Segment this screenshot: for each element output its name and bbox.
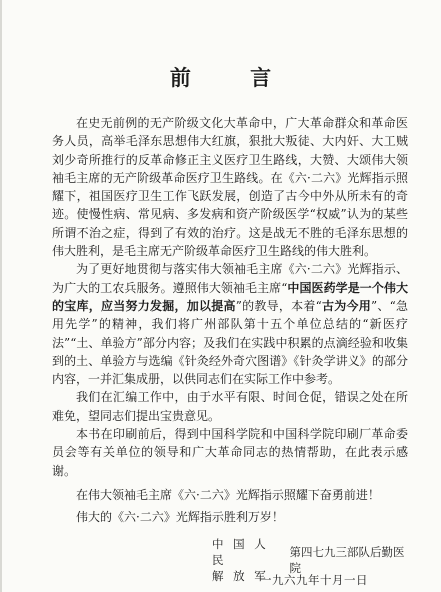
signature-org-line-2: 解 放 军 [212,569,269,583]
page-title: 前 言 [169,66,298,90]
paragraph-1 [52,114,408,260]
signature-date: 一九六九年十月一日 [260,573,368,587]
signature-org-line-1: 中 国 人 民 [212,537,269,567]
closing-line-2: 伟大的《六·二六》光辉指示胜利万岁！ [76,510,284,525]
paragraph-4 [52,425,408,480]
body-text [52,114,408,527]
paragraph-2-text: 为了更好地贯彻与落实伟大领袖毛主席《六·二六》光辉指示、为广大的工农兵服务。遵照伟大领袖毛主席“ [52,262,408,295]
paragraph-4-text: 本书在印刷前后，得到中国科学院和中国科学院印刷厂革命委员会等有关单位的领导和广大革命同志的热情帮助，在此表示感谢。 [52,427,408,478]
closing-line-1: 在伟大领袖毛主席《六·二六》光辉指示照耀下奋勇前进！ [76,487,380,502]
paragraph-2 [52,260,408,388]
paragraph-3-text: 我们在汇编工作中，由于水平有限、时间仓促，错误之处在所难免，望同志们提出宝贵意见。 [52,390,408,423]
signature-unit: 第四七九三部队后勤医院 [289,545,405,575]
paragraph-3 [52,388,408,425]
paragraph-2-text: ”、“急用先学”的精神，我们将广州部队第十五个单位总结的“新医疗法”“土、单验方”部分内容；及我们在实践中积累的点滴经验和收集到的土、单验方与选编《针灸经外奇穴图谱》《针灸学讲义》的部分内容，一并汇集成册，以供同志们在实际工作中参考。 [52,298,408,387]
paragraph-2-motto-bold: 古为今用 [321,298,371,313]
paragraph-2-quote-bold: 中国医药学是一个伟大的宝库，应当努力发掘，加以提高 [52,280,408,313]
paragraph-1-text: 在史无前例的无产阶级文化大革命中，广大革命群众和革命医务人员，高举毛泽东思想伟大红旗，狠批大叛徒、大内奸、大工贼刘少奇所推行的反革命修正主义医疗卫生路线，大赞、大颂伟大领袖毛主席的无产阶级革命医疗卫生路线。在《六·二六》光辉指示照耀下，祖国医疗卫生工作飞跃发展，创造了古今中外从所未有的奇迹。使慢性病、常见病、多发病和资产阶级医学“权威”认为的某些所谓不治之症，得到了有效的治疗。这是战无不胜的毛泽东思想的伟大胜利，是毛主席无产阶级革命医疗卫生路线的伟大胜利。 [52,116,408,259]
paragraph-2-text: ”的教导，本着“ [235,298,322,313]
